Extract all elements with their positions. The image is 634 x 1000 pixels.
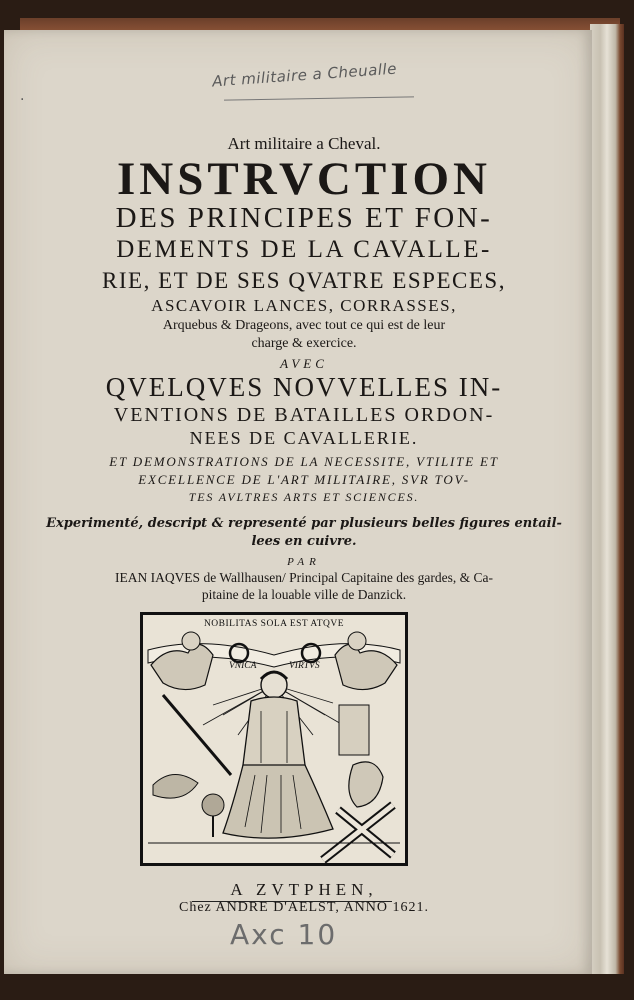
- woodcut-banner-top: NOBILITAS SOLA EST ATQVE: [203, 619, 345, 629]
- author-line: IEAN IAQVES de Wallhausen/ Principal Capitaine des gardes, & Ca-: [114, 570, 494, 585]
- woodcut-image: [143, 615, 405, 863]
- title-line-10: VENTIONS DE BATAILLES ORDON-: [113, 404, 495, 426]
- par-label: PAR: [287, 556, 321, 568]
- handwritten-underline: [224, 96, 414, 100]
- shelfmark-pencil: Axc 10: [230, 918, 338, 951]
- woodcut-banner-right: VIRTVS: [289, 661, 320, 671]
- author-line-2: pitaine de la louable ville de Danzick.: [201, 587, 407, 602]
- title-line-14: TES AVLTRES ARTS ET SCIENCES.: [188, 490, 420, 504]
- pre-title: Art militaire a Cheval.: [227, 134, 381, 153]
- title-line-2: DES PRINCIPES ET FON-: [115, 202, 493, 234]
- title-line-12: ET DEMONSTRATIONS DE LA NECESSITE, VTILITE ET: [109, 454, 499, 469]
- imprint-place: A ZVTPHEN,: [230, 880, 378, 899]
- title-line-9: QVELQVES NOVVELLES IN-: [105, 372, 503, 402]
- title-line-16: lees en cuivre.: [251, 534, 357, 549]
- avec-label: AVEC: [280, 356, 328, 371]
- title-line-7: charge & exercice.: [251, 336, 357, 351]
- pencil-mark: ·: [20, 92, 25, 108]
- title-line-11: NEES DE CAVALLERIE.: [189, 428, 419, 448]
- handwritten-note: Art militaire a Cheualle: [211, 59, 398, 91]
- main-title: INSTRVCTION: [116, 153, 492, 205]
- title-line-4: RIE, ET DE SES QVATRE ESPECES,: [102, 268, 506, 293]
- woodcut-illustration: [140, 612, 408, 866]
- title-line-5: ASCAVOIR LANCES, CORRASSES,: [151, 296, 457, 315]
- title-line-13: EXCELLENCE DE L'ART MILITAIRE, SVR TOV-: [138, 472, 470, 487]
- title-line-3: DEMENTS DE LA CAVALLE-: [116, 236, 492, 263]
- title-line-15: Experimenté, descript & representé par plusieurs belles figures entail-: [46, 516, 562, 531]
- imprint-publisher: Chez ANDRE D'AELST, ANNO 1621.: [178, 900, 430, 915]
- woodcut-banner-left: VNICA: [229, 661, 257, 671]
- title-line-6: Arquebus & Drageons, avec tout ce qui est de leur: [162, 318, 446, 333]
- title-page: [4, 30, 592, 974]
